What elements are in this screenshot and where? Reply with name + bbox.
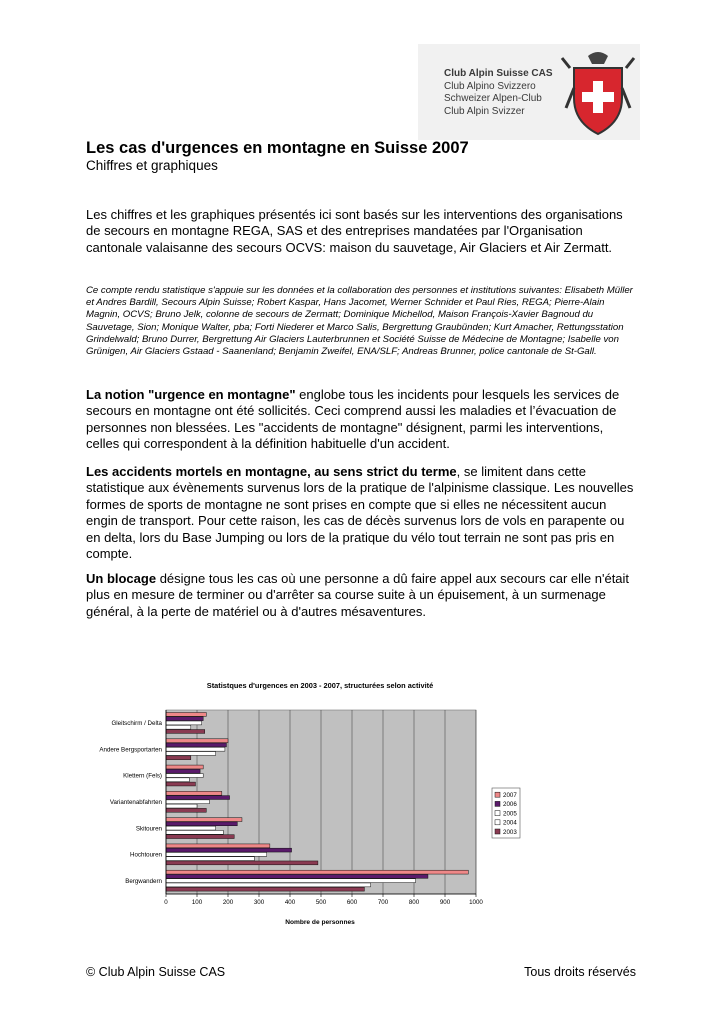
bar-2005	[166, 879, 416, 883]
bar-2004	[166, 830, 223, 834]
y-category-label: Variantenabfahrten	[109, 799, 162, 806]
definition-text: englobe tous les incidents pour lesquels les services de secours en montagne ont été sollicités. Ceci comprend aussi les maladies et l’évacuation de personnes non blessées. Les "accidents de montagne" désignent, parmi les interventions, celles qui correspondent à la définition habituelle d'un accident.	[86, 387, 620, 452]
org-name-block	[444, 68, 553, 118]
bar-2005	[166, 852, 267, 856]
bar-2006	[166, 769, 200, 773]
bar-2003	[166, 808, 206, 812]
bar-2004	[166, 804, 197, 808]
legend-swatch-2007	[495, 792, 500, 797]
bar-2006	[166, 796, 230, 800]
bar-2005	[166, 826, 216, 830]
bar-2005	[166, 747, 225, 751]
bar-2006	[166, 822, 237, 826]
bar-2007	[166, 765, 203, 769]
bar-2007	[166, 844, 270, 848]
page-title: Les cas d'urgences en montagne en Suisse 2007	[86, 139, 469, 157]
bar-2006	[166, 717, 203, 721]
legend-label-2004: 2004	[503, 819, 517, 827]
legend-swatch-2006	[495, 801, 500, 806]
definition-text: , se limitent dans cette statistique aux évènements survenus lors de la pratique de l'alpinisme classique. Les nouvelles formes de sports de montagne ne sont prises en compte que si elles ne nécessitent aucun engin de transport. Pour cette raison, les cas de décès survenus lors de vols en parapente ou en delta, lors du Base Jumping ou lors de la pratique du vélo tout terrain ne sont pas pris en compte.	[86, 464, 634, 562]
legend-label-2005: 2005	[503, 810, 517, 818]
y-category-label: Klettern (Fels)	[123, 772, 162, 780]
definition-term: Un blocage	[86, 571, 157, 586]
definition-accidents-mortels	[86, 464, 638, 562]
club-logo	[418, 44, 640, 140]
crest-shield-icon	[558, 48, 638, 138]
bar-2004	[166, 883, 371, 887]
chart-x-axis-label: Nombre de personnes	[285, 919, 355, 926]
y-category-label: Gleitschirm / Delta	[111, 720, 162, 728]
definition-term: La notion "urgence en montagne"	[86, 387, 296, 402]
x-tick-label: 700	[377, 899, 389, 906]
y-category-label: Hochtouren	[130, 851, 162, 859]
bar-2007	[166, 713, 206, 717]
footer-rights: Tous droits réservés	[524, 965, 636, 979]
org-name-rm: Club Alpin Svizzer	[444, 105, 525, 117]
bar-2005	[166, 774, 203, 778]
bar-2003	[166, 782, 195, 786]
legend-swatch-2005	[495, 811, 500, 816]
org-name-fr: Club Alpin Suisse CAS	[444, 68, 553, 79]
x-tick-label: 200	[222, 899, 234, 906]
bar-2003	[166, 756, 191, 760]
legend-swatch-2004	[495, 820, 500, 825]
org-name-it: Club Alpino Svizzero	[444, 80, 536, 92]
x-tick-label: 500	[315, 899, 327, 906]
legend-label-2006: 2006	[503, 801, 517, 809]
bar-2007	[166, 791, 222, 795]
bar-2003	[166, 730, 205, 734]
footer-copyright: © Club Alpin Suisse CAS	[86, 965, 226, 979]
y-category-label: Skitouren	[135, 825, 162, 833]
bar-2003	[166, 835, 234, 839]
x-tick-label: 400	[284, 899, 296, 906]
page-subtitle: Chiffres et graphiques	[86, 158, 218, 173]
chart-title: Statistques d'urgences en 2003 - 2007, structurées selon activité	[206, 681, 434, 690]
x-tick-label: 100	[191, 899, 203, 906]
legend-swatch-2003	[495, 829, 500, 834]
x-tick-label: 600	[346, 899, 358, 906]
bar-2003	[166, 861, 318, 865]
y-category-label: Andere Bergsportarten	[99, 746, 162, 754]
x-tick-label: 300	[253, 899, 265, 906]
x-tick-label: 800	[408, 899, 420, 906]
legend-label-2003: 2003	[503, 828, 517, 836]
org-name-de: Schweizer Alpen-Club	[444, 93, 542, 104]
definition-urgence	[86, 387, 638, 453]
bar-2005	[166, 721, 202, 725]
legend-label-2007: 2007	[503, 792, 517, 799]
bar-2007	[166, 870, 468, 874]
bar-2005	[166, 800, 209, 804]
bar-2004	[166, 725, 191, 729]
bar-2004	[166, 778, 189, 782]
bar-2007	[166, 739, 228, 743]
definition-text: désigne tous les cas où une personne a dû faire appel aux secours car elle n'était plus en mesure de terminer ou d'arrêter sa course suite à un épuisement, à un surmenage général, à la perte de matériel ou à d'autres mésaventures.	[86, 571, 630, 619]
y-category-label: Bergwandern	[125, 877, 162, 885]
activity-bar-chart	[84, 676, 554, 926]
x-tick-label: 0	[164, 899, 168, 906]
bar-2003	[166, 887, 364, 891]
credits-paragraph: Ce compte rendu statistique s'appuie sur les données et la collaboration des personnes et institutions suivantes: Elisabeth Müller et Andres Bardill, Secours Alpin Suisse; Robert Kaspar, Hans Jacomet, Werner Schnider et Paul Ries, REGA; Pierre-Alain Magnin, OCVS; Bruno Jelk, colonne de secours de Zermatt; Dominique Michellod, Maison François-Xavier Bagnoud du Sauvetage, Sion; Monique Walter, pba; Forti Niederer et Marco Salis, Bergrettung Graubünden; Kurt Amacher, Rettungsstation Grindelwald; Bruno Durrer, Bergrettung Air Glaciers Lauterbrunnen et Société Suisse de Médecine de Montagne; Isabelle von Grünigen, Air Glaciers Gstaad - Saanenland; Benjamin Zweifel, ENA/SLF; Andreas Brunner, police cantonale de St-Gall.	[86, 285, 633, 358]
definition-term: Les accidents mortels en montagne, au sens strict du terme	[86, 464, 457, 479]
intro-paragraph: Les chiffres et les graphiques présentés ici sont basés sur les interventions des organisations de secours en montagne REGA, SAS et des entreprises mandatées par l'Organisation cantonale valaisanne des secours OCVS: maison du sauvetage, Air Glaciers et Air Zermatt.	[86, 207, 623, 255]
bar-2006	[166, 743, 226, 747]
x-tick-label: 900	[439, 899, 451, 906]
bar-2006	[166, 848, 292, 852]
bar-2004	[166, 752, 216, 756]
definition-blocage	[86, 571, 638, 620]
bar-2006	[166, 874, 428, 878]
bar-2004	[166, 857, 254, 861]
x-tick-label: 1000	[469, 899, 483, 906]
bar-2007	[166, 818, 242, 822]
